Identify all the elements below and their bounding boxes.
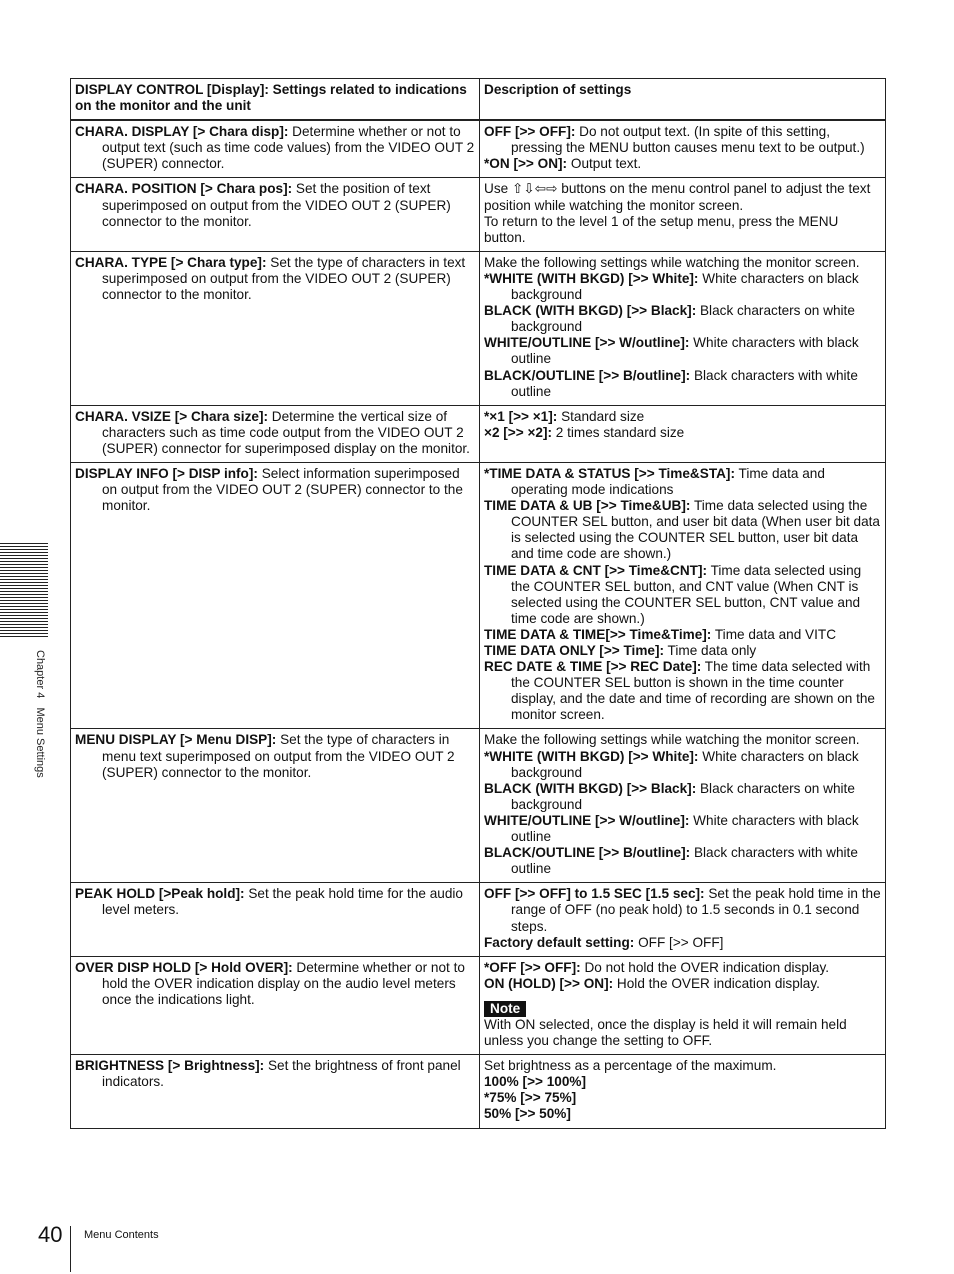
- setting-cell: [71, 883, 480, 956]
- setting-name: CHARA. VSIZE [> Chara size]:: [75, 408, 268, 424]
- option-item: [484, 425, 881, 441]
- option-text: Time data and operating mode indications: [511, 465, 825, 498]
- table-row: [71, 178, 886, 251]
- option-item: [484, 659, 881, 723]
- setting-cell: [71, 956, 480, 1054]
- setting-name: DISPLAY INFO [> DISP info]:: [75, 465, 258, 481]
- setting-text: [75, 255, 475, 303]
- setting-summary: Set the brightness of front panel indicators.: [102, 1058, 461, 1090]
- settings-table: [70, 78, 886, 1129]
- description-cell: [480, 956, 886, 1054]
- option-name: *TIME DATA & STATUS [>> Time&STA]:: [484, 465, 735, 481]
- option-text: Time data selected using the COUNTER SEL button, and CNT value (When CNT is selected using the COUNTER SEL button, CNT value and time code are shown.): [511, 562, 862, 626]
- option-text: 2 times standard size: [552, 424, 685, 440]
- option-item: [484, 976, 881, 992]
- page-number: 40: [38, 1222, 63, 1247]
- description-intro: Make the following settings while watching the monitor screen.: [484, 254, 860, 270]
- setting-summary: Determine the vertical size of characters such as time code output from the VIDEO OUT 2 (SUPER) connector for superimposed display on the monitor.: [102, 408, 470, 456]
- setting-cell: [71, 405, 480, 462]
- setting-text: [75, 886, 475, 918]
- option-name: *ON [>> ON]:: [484, 156, 568, 172]
- table-row: [71, 883, 886, 956]
- setting-summary: Select information superimposed on output from the VIDEO OUT 2 (SUPER) connector to the monitor.: [102, 465, 463, 514]
- option-item: [484, 1074, 881, 1090]
- setting-cell: [71, 178, 480, 251]
- option-text: Black characters with white outline: [511, 845, 858, 877]
- setting-text: [75, 409, 475, 457]
- option-text: Hold the OVER indication display.: [613, 975, 820, 991]
- option-name: WHITE/OUTLINE [>> W/outline]:: [484, 335, 690, 351]
- option-text: Time data and VITC: [711, 626, 837, 642]
- option-item: [484, 627, 881, 643]
- description-intro: Set brightness as a percentage of the maximum.: [484, 1058, 777, 1074]
- setting-cell: [71, 120, 480, 178]
- option-name: Factory default setting:: [484, 934, 635, 950]
- footer-divider: [70, 1226, 71, 1272]
- option-name: ON (HOLD) [>> ON]:: [484, 975, 614, 991]
- table-row: [71, 405, 886, 462]
- option-text: Time data only: [664, 643, 757, 658]
- setting-summary: Set the type of characters in text superimposed on output from the VIDEO OUT 2 (SUPER) connector to the monitor.: [102, 254, 466, 303]
- option-text: White characters with black outline: [511, 335, 859, 367]
- setting-text: [75, 732, 475, 780]
- table-row: [71, 462, 886, 729]
- setting-name: CHARA. DISPLAY [> Chara disp]:: [75, 124, 289, 140]
- option-text: Time data selected using the COUNTER SEL button, and user bit data (When user bit data is selected using the COUNTER SEL button, user bit data and time code are shown.): [511, 498, 880, 562]
- option-item: [484, 271, 881, 303]
- setting-name: MENU DISPLAY [> Menu DISP]:: [75, 732, 277, 748]
- note-text: With ON selected, once the display is held it will remain held unless you change the setting to OFF.: [484, 1016, 847, 1049]
- option-text: Output text.: [567, 156, 642, 172]
- table-row: [71, 1055, 886, 1128]
- setting-text: [75, 960, 475, 1008]
- setting-name: CHARA. POSITION [> Chara pos]:: [75, 181, 293, 197]
- option-name: *WHITE (WITH BKGD) [>> White]:: [484, 270, 699, 286]
- option-name: WHITE/OUTLINE [>> W/outline]:: [484, 812, 690, 828]
- option-name: BLACK (WITH BKGD) [>> Black]:: [484, 303, 697, 319]
- table-row: [71, 251, 886, 405]
- option-item: [484, 409, 881, 425]
- description-cell: [480, 462, 886, 729]
- option-name: REC DATE & TIME [>> REC Date]:: [484, 659, 702, 675]
- option-text: Black characters on white background: [511, 303, 855, 335]
- option-item: [484, 749, 881, 781]
- option-item: [484, 498, 881, 562]
- option-text: OFF [>> OFF]: [634, 934, 724, 950]
- description-cell: [480, 883, 886, 956]
- setting-summary: Set the peak hold time for the audio level meters.: [102, 886, 463, 918]
- option-item: [484, 335, 881, 367]
- description-cell: [480, 729, 886, 883]
- header-description: Description of settings: [480, 79, 886, 121]
- setting-summary: Set the position of text superimposed on output from the VIDEO OUT 2 (SUPER) connector to the monitor.: [102, 181, 451, 229]
- setting-text: [75, 124, 475, 172]
- option-item: [484, 368, 881, 400]
- setting-text: [75, 1058, 475, 1090]
- chapter-tab-marker: [0, 543, 48, 639]
- setting-summary: Determine whether or not to output text (such as time code values) from the VIDEO OUT 2 (SUPER) connector.: [102, 124, 475, 172]
- option-text: Do not hold the OVER indication display.: [580, 959, 830, 975]
- option-name: BLACK (WITH BKGD) [>> Black]:: [484, 780, 697, 796]
- option-name: *OFF [>> OFF]:: [484, 959, 581, 975]
- table-row: [71, 729, 886, 883]
- option-text: Set the peak hold time in the range of OFF (no peak hold) to 1.5 seconds in 0.1 second steps.: [511, 886, 881, 934]
- option-text: White characters with black outline: [511, 812, 859, 845]
- option-name: 100% [>> 100%]: [484, 1074, 587, 1090]
- option-text: Black characters with white outline: [511, 367, 858, 399]
- option-text: Standard size: [557, 408, 645, 424]
- description-cell: [480, 1055, 886, 1128]
- table-header-row: [71, 79, 886, 121]
- description-text: To return to the level 1 of the setup menu, press the MENU button.: [484, 213, 839, 245]
- header-setting: DISPLAY CONTROL [Display]: Settings related to indications on the monitor and the unit: [71, 79, 480, 121]
- option-item: [484, 781, 881, 813]
- option-name: TIME DATA & CNT [>> Time&CNT]:: [484, 562, 708, 578]
- option-item: [484, 1090, 881, 1106]
- option-name: ×2 [>> ×2]:: [484, 424, 553, 440]
- note-badge: Note: [484, 1001, 526, 1017]
- option-name: TIME DATA ONLY [>> Time]:: [484, 643, 665, 658]
- footer-section: Menu Contents: [84, 1229, 159, 1241]
- option-name: *WHITE (WITH BKGD) [>> White]:: [484, 748, 699, 764]
- description-cell: [480, 120, 886, 178]
- description-cell: [480, 178, 886, 251]
- option-name: 50% [>> 50%]: [484, 1106, 571, 1122]
- option-name: BLACK/OUTLINE [>> B/outline]:: [484, 367, 691, 383]
- description-cell: [480, 405, 886, 462]
- setting-name: PEAK HOLD [>Peak hold]:: [75, 886, 245, 902]
- description-text: Use ⇧⇩⇦⇨ buttons on the menu control panel to adjust the text position while watching the monitor screen.: [484, 181, 871, 213]
- option-text: White characters on black background: [511, 270, 859, 303]
- option-name: TIME DATA & TIME[>> Time&Time]:: [484, 626, 712, 642]
- option-text: Do not output text. (In spite of this setting, pressing the MENU button causes menu text to be output.): [511, 124, 865, 156]
- table-row: [71, 120, 886, 178]
- option-name: OFF [>> OFF]:: [484, 124, 576, 140]
- setting-summary: Determine whether or not to hold the OVER indication display on the audio level meters once the indications light.: [102, 959, 465, 1007]
- option-name: *75% [>> 75%]: [484, 1090, 577, 1106]
- setting-text: [75, 181, 475, 229]
- table-row: [71, 956, 886, 1054]
- option-text: White characters on black background: [511, 748, 859, 780]
- setting-text: [75, 466, 475, 514]
- option-item: [484, 845, 881, 877]
- setting-name: OVER DISP HOLD [> Hold OVER]:: [75, 959, 293, 975]
- option-item: [484, 303, 881, 335]
- option-item: [484, 563, 881, 627]
- option-item: [484, 1106, 881, 1122]
- option-name: TIME DATA & UB [>> Time&UB]:: [484, 498, 691, 514]
- option-item: [484, 935, 881, 951]
- option-name: *×1 [>> ×1]:: [484, 408, 558, 424]
- option-name: OFF [>> OFF] to 1.5 SEC [1.5 sec]:: [484, 886, 705, 902]
- option-item: [484, 813, 881, 845]
- option-item: [484, 886, 881, 934]
- setting-summary: Set the type of characters in menu text superimposed on output from the VIDEO OUT 2 (SUPER) connector to the monitor.: [102, 732, 455, 780]
- setting-name: CHARA. TYPE [> Chara type]:: [75, 254, 267, 270]
- setting-cell: [71, 251, 480, 405]
- option-item: [484, 124, 881, 156]
- setting-cell: [71, 462, 480, 729]
- option-item: [484, 466, 881, 498]
- setting-name: BRIGHTNESS [> Brightness]:: [75, 1058, 265, 1074]
- description-cell: [480, 251, 886, 405]
- option-item: [484, 960, 881, 976]
- description-intro: Make the following settings while watching the monitor screen.: [484, 732, 860, 748]
- setting-cell: [71, 1055, 480, 1128]
- option-text: The time data selected with the COUNTER SEL button is shown in the time counter display, and the date and time of recording are shown on the monitor screen.: [511, 659, 875, 723]
- option-item: [484, 643, 881, 659]
- chapter-label: Chapter 4 Menu Settings: [34, 650, 46, 778]
- option-text: Black characters on white background: [511, 780, 855, 812]
- option-name: BLACK/OUTLINE [>> B/outline]:: [484, 845, 691, 861]
- option-item: [484, 156, 881, 172]
- setting-cell: [71, 729, 480, 883]
